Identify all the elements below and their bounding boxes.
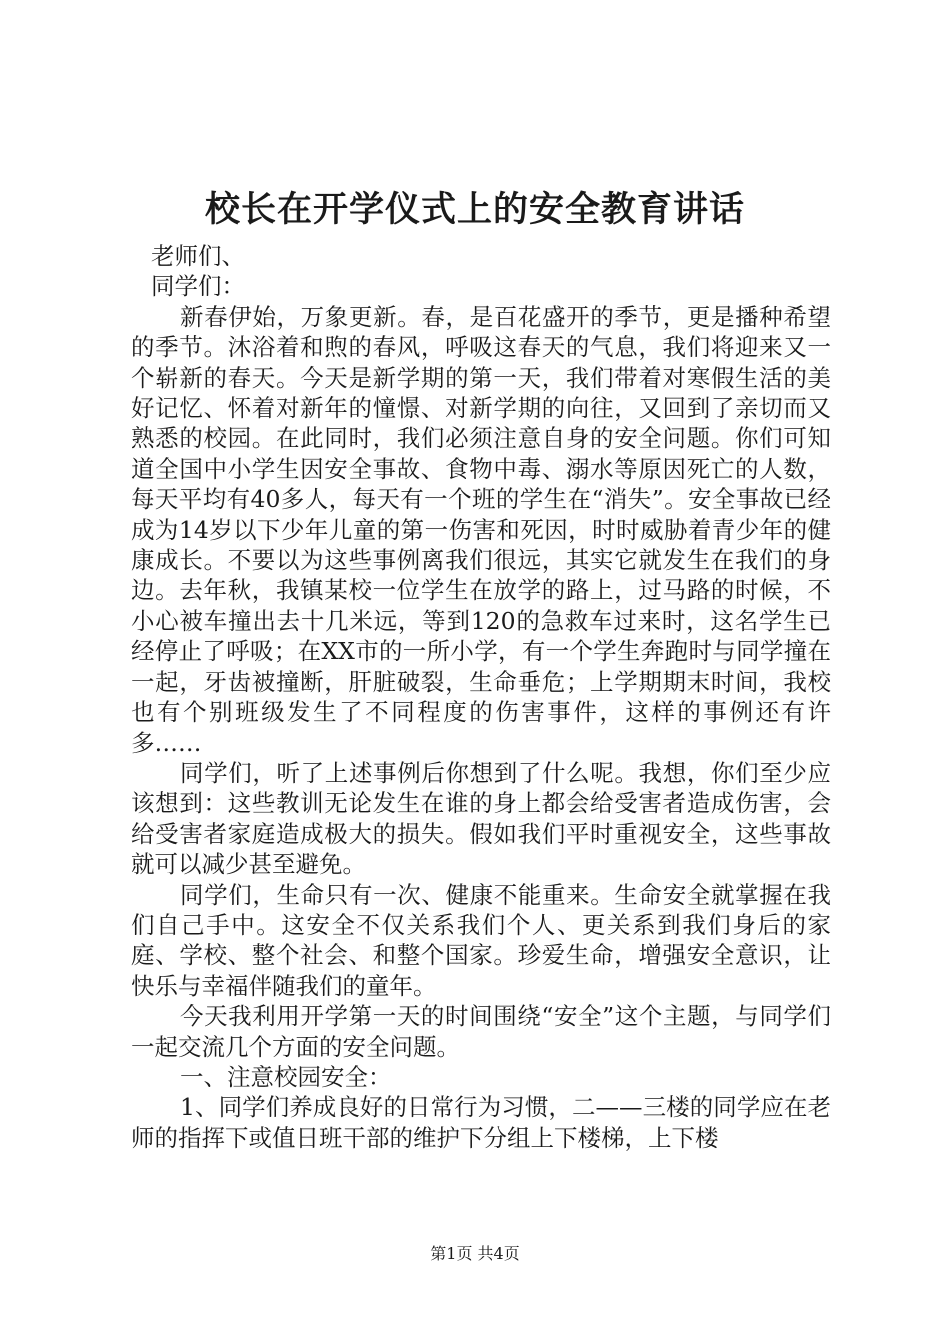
document-body xyxy=(131,241,831,1153)
paragraph-opening: 新春伊始，万象更新。春，是百花盛开的季节，更是播种希望的季节。沐浴着和煦的春风，呼吸这春天的气息，我们将迎来又一个崭新的春天。今天是新学期的第一天，我们带着对寒假生活的美好记忆、怀着对新年的憧憬、对新学期的向往，又回到了亲切而又熟悉的校园。在此同时，我们必须注意自身的安全问题。你们可知道全国中小学生因安全事故、食物中毒、溺水等原因死亡的人数，每天平均有40多人，每天有一个班的学生在“消失”。安全事故已经成为14岁以下少年儿童的第一伤害和死因，时时威胁着青少年的健康成长。不要以为这些事例离我们很远，其实它就发生在我们的身边。去年秋，我镇某校一位学生在放学的路上，过马路的时候，不小心被车撞出去十几米远，等到120的急救车过来时，这名学生已经停止了呼吸；在XX市的一所小学，有一个学生奔跑时与同学撞在一起，牙齿被撞断，肝脏破裂，生命垂危；上学期期末时间，我校也有个别班级发生了不同程度的伤害事件，这样的事例还有许多…… xyxy=(131,302,831,757)
section-heading-campus-safety: 一、注意校园安全： xyxy=(180,1062,392,1091)
paragraph-cherish-life: 同学们，生命只有一次、健康不能重来。生命安全就掌握在我们自己手中。这安全不仅关系我们个人、更关系到我们身后的家庭、学校、整个社会、和整个国家。珍爱生命，增强安全意识，让快乐与幸福伴随我们的童年。 xyxy=(131,880,831,1000)
page-number-footer: 第1页 共4页 xyxy=(430,1244,520,1263)
list-item-stairs: 1、同学们养成良好的日常行为习惯，二——三楼的同学应在老师的指挥下或值日班干部的维护下分组上下楼梯，上下楼 xyxy=(131,1093,831,1152)
salutation-teachers: 老师们、 xyxy=(151,242,245,270)
document-title: 校长在开学仪式上的安全教育讲话 xyxy=(204,189,745,230)
paragraph-reflection: 同学们，听了上述事例后你想到了什么呢。我想，你们至少应该想到：这些教训无论发生在谁的身上都会给受害者造成伤害，会给受害者家庭造成极大的损失。假如我们平时重视安全，这些事故就可以减少甚至避免。 xyxy=(131,758,831,879)
paragraph-topic-intro: 今天我利用开学第一天的时间围绕“安全”这个主题，与同学们一起交流几个方面的安全问题。 xyxy=(131,1002,831,1061)
salutation-students: 同学们： xyxy=(151,272,245,301)
